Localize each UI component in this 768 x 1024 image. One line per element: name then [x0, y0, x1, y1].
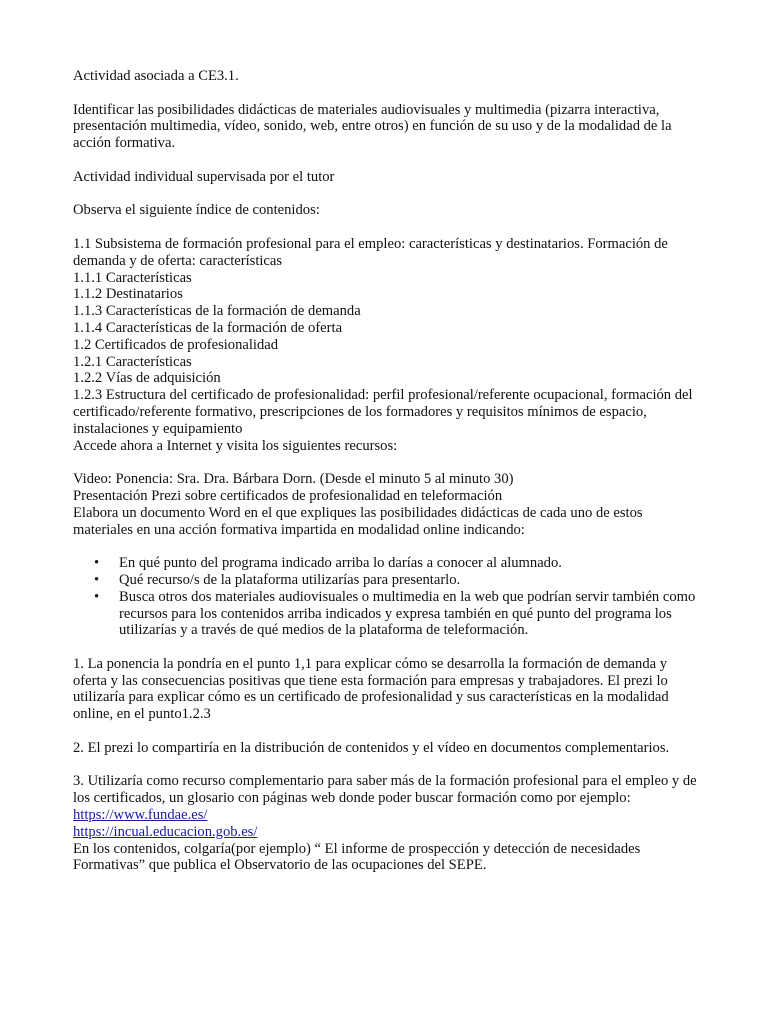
index-item: 1.1.4 Características de la formación de oferta — [73, 319, 343, 336]
activity-type: Actividad individual supervisada por el tutor — [73, 168, 335, 185]
index-item: 1.2.3 Estructura del certificado de profesionalidad: perfil profesional/referente ocupacional, formación del certificado/referente formativo, prescripciones de los formadores y requisitos mínimos de espacio, instalaciones y equipamiento — [73, 387, 693, 437]
bullet-icon: • — [94, 588, 100, 605]
fundae-link[interactable]: https://www.fundae.es/ — [73, 807, 208, 824]
list-item — [73, 555, 698, 572]
incual-link[interactable]: https://incual.educacion.gob.es/ — [73, 823, 258, 840]
document-page — [73, 68, 698, 874]
resource-prezi: Presentación Prezi sobre certificados de profesionalidad en teleformación — [73, 487, 503, 504]
task-bullet-list — [73, 555, 698, 639]
bullet-text: Qué recurso/s de la plataforma utilizarías para presentarlo. — [119, 571, 461, 588]
bullet-icon: • — [94, 571, 100, 588]
access-instruction: Accede ahora a Internet y visita los siguientes recursos: — [73, 437, 398, 454]
content-index — [73, 236, 698, 438]
index-item: 1.1.1 Características — [73, 269, 192, 286]
answer-2: 2. El prezi lo compartiría en la distribución de contenidos y el vídeo en documentos complementarios. — [73, 739, 670, 756]
resource-video: Video: Ponencia: Sra. Dra. Bárbara Dorn. (Desde el minuto 5 al minuto 30) — [73, 471, 514, 488]
index-item: 1.1 Subsistema de formación profesional para el empleo: características y destinatarios. Formación de demanda y de oferta: características — [73, 235, 668, 269]
index-item: 1.1.3 Características de la formación de demanda — [73, 303, 361, 320]
activity-heading: Actividad asociada a CE3.1. — [73, 68, 239, 84]
index-item: 1.2 Certificados de profesionalidad — [73, 336, 279, 353]
bullet-icon: • — [94, 555, 100, 572]
list-item — [73, 589, 698, 639]
bullet-text: Busca otros dos materiales audiovisuales o multimedia en la web que podrían servir también como recursos para los contenidos arriba indicados y expresa también en qué punto del programa los utilizarías y a través de qué medios de la plataforma de teleformación. — [119, 588, 696, 639]
index-intro: Observa el siguiente índice de contenidos: — [73, 202, 320, 219]
answer-1: 1. La ponencia la pondría en el punto 1,1 para explicar cómo se desarrolla la formación de demanda y oferta y las consecuencias positivas que tiene esta formación para empresas y trabajadores. El prezi lo utilizaría para explicar cómo es un certificado de profesionalidad y sus características en la modalidad online, en el punto1.2.3 — [73, 655, 669, 723]
index-item: 1.2.2 Vías de adquisición — [73, 370, 221, 387]
index-item: 1.1.2 Destinatarios — [73, 286, 183, 303]
objective-paragraph: Identificar las posibilidades didácticas de materiales audiovisuales y multimedia (pizarra interactiva, presentación multimedia, vídeo, sonido, web, entre otros) en función de su uso y de la modalidad de la acción formativa. — [73, 101, 672, 152]
answer-3: 3. Utilizaría como recurso complementario para saber más de la formación profesional para el empleo y de los certificados, un glosario con páginas web donde poder buscar formación como por ejemplo: — [73, 773, 697, 807]
list-item — [73, 572, 698, 589]
task-instruction: Elabora un documento Word en el que expliques las posibilidades didácticas de cada uno de estos materiales en una acción formativa impartida en modalidad online indicando: — [73, 504, 643, 538]
bullet-text: En qué punto del programa indicado arriba lo darías a conocer al alumnado. — [119, 555, 562, 572]
closing-paragraph: En los contenidos, colgaría(por ejemplo) “ El informe de prospección y detección de necesidades Formativas” que publica el Observatorio de las ocupaciones del SEPE. — [73, 840, 641, 874]
index-item: 1.2.1 Características — [73, 353, 192, 370]
